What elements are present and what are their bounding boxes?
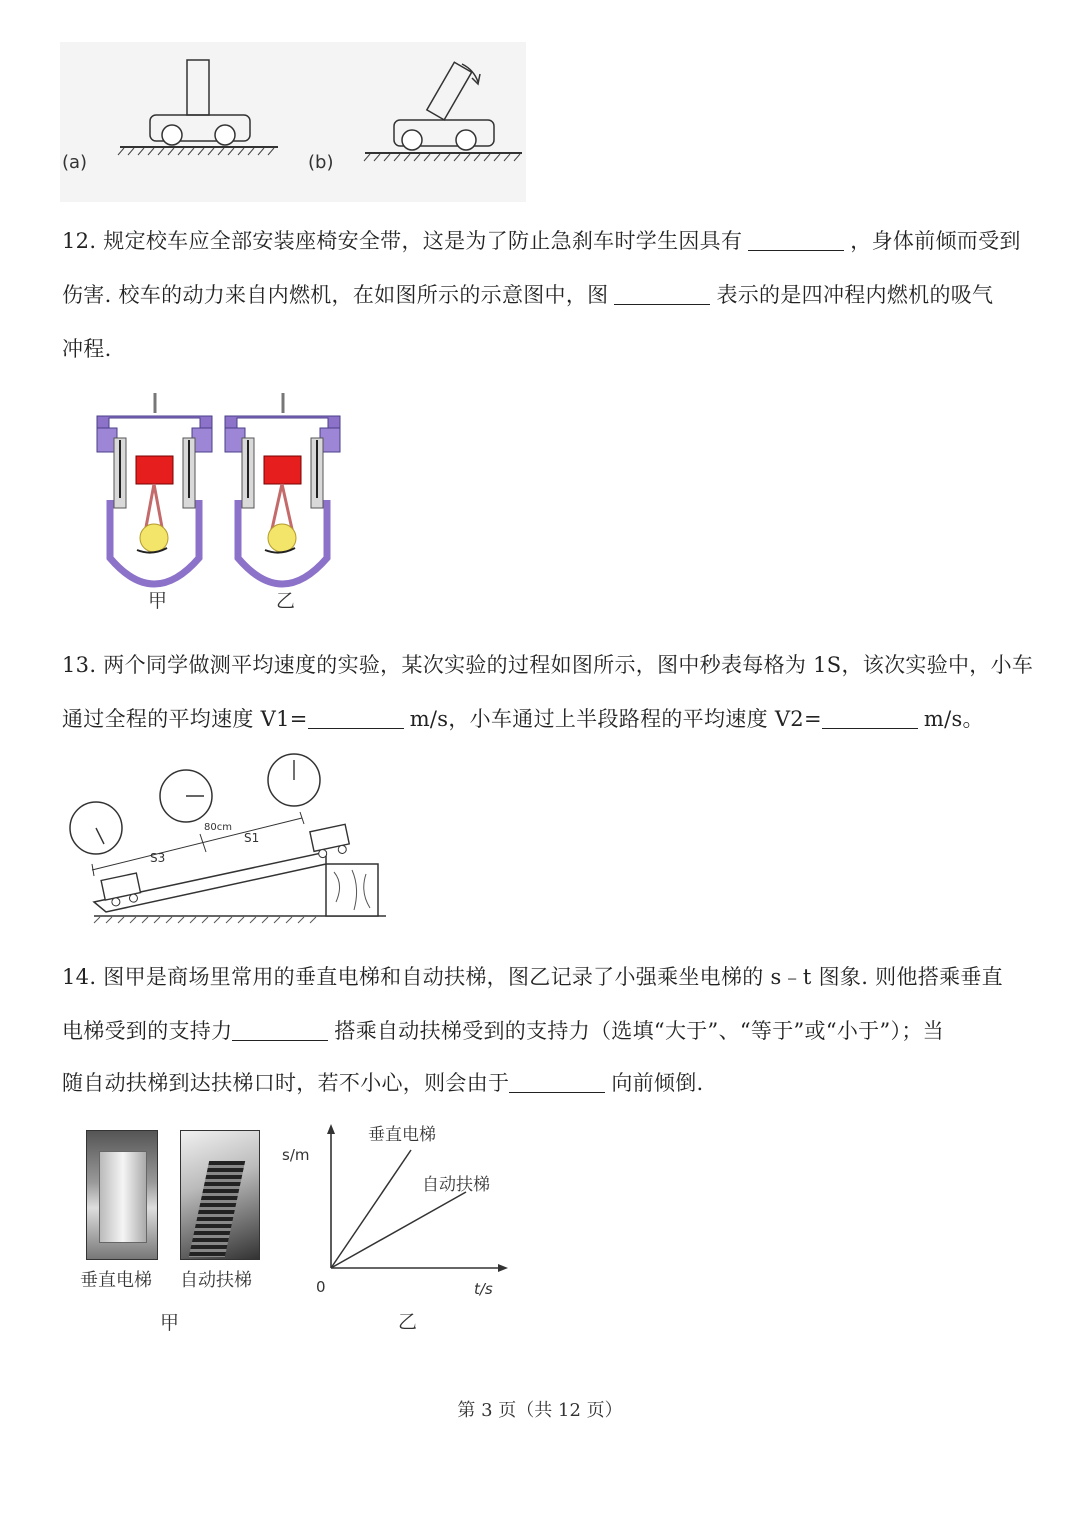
engine-diagram bbox=[92, 388, 342, 618]
q12-blank-1[interactable] bbox=[748, 230, 844, 251]
q14-line2 bbox=[62, 1016, 944, 1046]
q12-blank-2[interactable] bbox=[614, 284, 710, 305]
incline-figure bbox=[64, 752, 394, 924]
fig-label-jia: 甲 bbox=[160, 1312, 180, 1334]
q14-line1: 14. 图甲是商场里常用的垂直电梯和自动扶梯，图乙记录了小强乘坐电梯的 s﹣t 图象. 则他搭乘垂直 bbox=[62, 965, 1003, 989]
q13-text-2b: m/s，小车通过上半段路程的平均速度 V2= bbox=[409, 707, 822, 731]
q13-line1: 13. 两个同学做测平均速度的实验，某次实验的过程如图所示，图中秒表每格为 1S，该次实验中，小车 bbox=[62, 653, 1034, 677]
st-graph bbox=[276, 1118, 516, 1338]
line-escalator bbox=[331, 1192, 466, 1268]
escalator-photo bbox=[180, 1130, 260, 1260]
series-label-elevator: 垂直电梯 bbox=[368, 1125, 436, 1145]
q14-blank-2[interactable] bbox=[509, 1072, 605, 1093]
q13-blank-2[interactable] bbox=[822, 708, 918, 729]
q12-line2 bbox=[62, 280, 993, 310]
label-b: (b) bbox=[308, 152, 334, 173]
fig-label-yi: 乙 bbox=[398, 1311, 418, 1333]
incline-s3-label: S3 bbox=[150, 851, 166, 865]
label-a: (a) bbox=[62, 152, 88, 173]
series-label-escalator: 自动扶梯 bbox=[422, 1175, 490, 1195]
photo-label-escalator: 自动扶梯 bbox=[180, 1270, 252, 1291]
cart-figure bbox=[60, 42, 526, 202]
engine-yi bbox=[225, 393, 340, 584]
engine-label-jia: 甲 bbox=[148, 590, 168, 612]
incline-dist-label: 80cm bbox=[204, 822, 232, 833]
q12-line1 bbox=[62, 226, 1021, 256]
q13-text-2a: 通过全程的平均速度 V1= bbox=[62, 707, 308, 731]
q12-line3: 冲程. bbox=[62, 337, 112, 361]
q13-text-2c: m/s。 bbox=[923, 707, 984, 731]
q14-line3 bbox=[62, 1068, 704, 1098]
x-axis-label: t/s bbox=[474, 1280, 493, 1298]
incline-diagram bbox=[64, 752, 394, 924]
page-footer: 第 3 页（共 12 页） bbox=[457, 1400, 623, 1421]
elevator-photo bbox=[86, 1130, 158, 1260]
engine-label-yi: 乙 bbox=[276, 590, 296, 612]
q14-text-2b: 搭乘自动扶梯受到的支持力（选填“大于”、“等于”或“小于”）；当 bbox=[334, 1019, 944, 1043]
st-graph-svg bbox=[276, 1118, 516, 1338]
line-vertical-elevator bbox=[331, 1150, 411, 1268]
photo-label-elevator: 垂直电梯 bbox=[80, 1270, 152, 1291]
q14-blank-1[interactable] bbox=[232, 1020, 328, 1041]
q12-text-2a: 伤害. 校车的动力来自内燃机，在如图所示的示意图中，图 bbox=[62, 283, 609, 307]
q12-text-1a: 12. 规定校车应全部安装座椅安全带，这是为了防止急刹车时学生因具有 bbox=[62, 229, 743, 253]
q14-text-3b: 向前倾倒. bbox=[611, 1071, 704, 1095]
cart-diagram bbox=[60, 42, 526, 202]
origin-label: 0 bbox=[316, 1278, 326, 1296]
q14-text-3a: 随自动扶梯到达扶梯口时，若不小心，则会由于 bbox=[62, 1071, 510, 1095]
y-axis-label: s/m bbox=[282, 1146, 310, 1164]
q12-text-1b: ，身体前倾而受到 bbox=[850, 229, 1021, 253]
incline-s1-label: S1 bbox=[244, 831, 260, 845]
engine-figure bbox=[92, 388, 342, 618]
q13-line2 bbox=[62, 704, 984, 734]
q14-text-2a: 电梯受到的支持力 bbox=[62, 1019, 233, 1043]
q12-text-2b: 表示的是四冲程内燃机的吸气 bbox=[716, 283, 994, 307]
engine-jia bbox=[97, 393, 212, 584]
q13-blank-1[interactable] bbox=[308, 708, 404, 729]
